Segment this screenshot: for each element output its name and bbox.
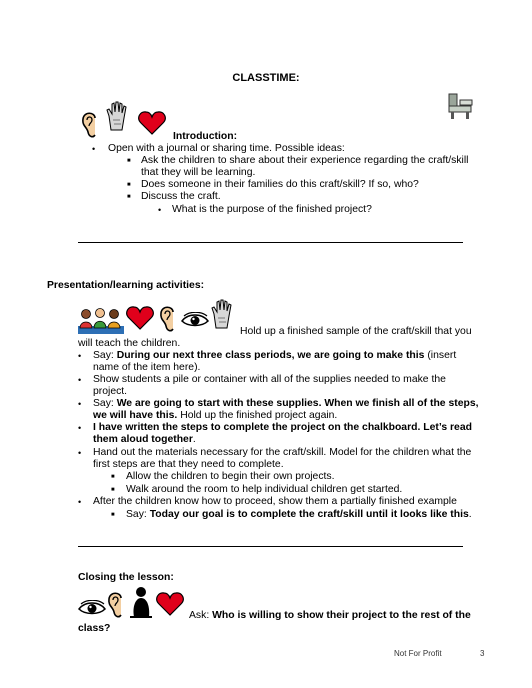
children-group-icon [78,306,124,334]
bullet: • [78,423,82,433]
presentation-bullet-5-sub-1: Allow the children to begin their own projects. [126,471,335,482]
ear-icon [106,590,126,620]
presentation-bullet-5-sub-2: Walk around the room to help individual children get started. [126,484,403,495]
say-quote: We are going to start with these supplies. When we finish all of the steps, [116,398,479,409]
bullet: • [78,351,82,361]
bullet: • [78,375,82,385]
intro-sub-1-line-2: that they will be learning. [141,167,256,178]
bullet: • [78,497,82,507]
closing-ask-line-2: class? [78,623,111,634]
presentation-bullet-2-line-1: Show students a pile or container with all of the supplies needed to make the [93,374,446,385]
say-label: Say: [93,398,117,409]
footer-label: Not For Profit [394,649,442,658]
presentation-bullet-2-line-2: project. [93,386,128,397]
bullet: • [158,205,162,215]
say-rest: (insert [424,350,457,361]
presentation-bullet-1 [93,350,456,362]
say-quote: we will have this. [93,410,178,421]
hand-icon [210,298,236,330]
page-number: 3 [480,649,485,658]
say-label: Say: [126,509,150,520]
say-label: Say: [93,350,117,361]
square-bullet: ■ [111,474,115,480]
presentation-bullet-1-line-2: name of the item here). [93,362,201,373]
kneeling-child-icon [128,586,154,618]
say-rest: Hold up the finished project again. [177,410,338,421]
ear-icon [158,304,178,334]
intro-sub-2: Does someone in their families do this craft/skill? If so, who? [141,179,419,190]
square-bullet: ■ [111,512,115,518]
bullet: • [78,399,82,409]
presentation-bullet-5-line-1: Hand out the materials necessary for the craft/skill. Model for the children what the [93,447,472,458]
page-title: CLASSTIME: [232,72,300,84]
presentation-bullet-3-line-1 [93,398,479,410]
presentation-lead-line-1: Hold up a finished sample of the craft/skill that you [240,326,472,337]
presentation-bullet-3-line-2 [93,410,337,422]
intro-subsub-1: What is the purpose of the finished project? [172,204,372,215]
intro-heading: Introduction: [173,131,238,142]
heart-icon [156,592,184,616]
presentation-bullet-5-line-2: first steps are that they need to complete. [93,459,284,470]
presentation-bullet-4-line-1: I have written the steps to complete the project on the chalkboard. Let’s read [93,422,472,433]
square-bullet: ■ [127,194,131,200]
intro-sub-1-line-1: Ask the children to share about their experience regarding the craft/skill [141,155,469,166]
square-bullet: ■ [127,182,131,188]
presentation-bullet-4-line-2: them aloud together. [93,434,196,445]
closing-heading: Closing the lesson: [78,572,174,583]
chair-icon [446,92,476,120]
presentation-bullet-6-line-1: After the children know how to proceed, show them a partially finished example [93,496,457,507]
intro-sub-3: Discuss the craft. [141,191,221,202]
presentation-lead-line-2: will teach the children. [78,338,181,349]
divider [78,242,463,243]
say-quote: During our next three class periods, we are going to make this [116,350,425,361]
ask-label: Ask: [189,610,213,621]
square-bullet: ■ [111,487,115,493]
bullet: • [78,448,82,458]
presentation-heading: Presentation/learning activities: [47,280,205,291]
hand-icon [105,100,131,132]
ask-question: Who is willing to show their project to the rest of the [212,610,471,621]
presentation-bullet-6-sub-1: Say: Today our goal is to complete the craft/skill until it looks like this. [126,509,472,520]
intro-bullet-1: Open with a journal or sharing time. Possible ideas: [108,143,345,154]
say-quote: Today our goal is to complete the craft/skill until it looks like this [149,509,469,520]
ear-icon [80,110,100,140]
heart-icon [126,306,154,330]
heart-icon [138,111,166,135]
eye-icon [181,312,209,328]
divider [78,546,463,547]
closing-ask-line-1 [189,610,471,622]
eye-icon [78,600,106,616]
bullet: • [92,144,96,154]
square-bullet: ■ [127,158,131,164]
